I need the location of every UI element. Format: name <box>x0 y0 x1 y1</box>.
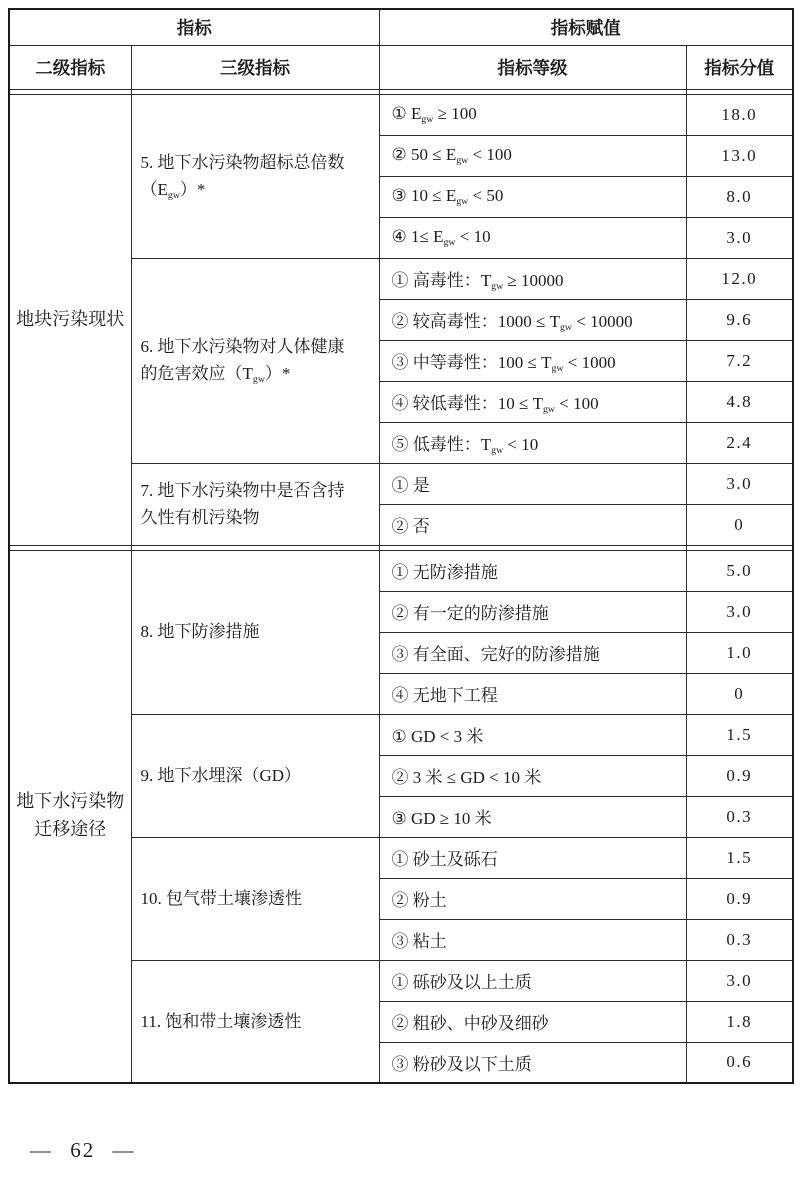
header-group-value: 指标赋值 <box>379 9 793 45</box>
grade-cell: ① 高毒性：$T_{gw} \ge 10000$ <box>379 258 686 299</box>
score-cell: 3.0 <box>686 960 793 1001</box>
score-cell: 13.0 <box>686 135 793 176</box>
grade-cell: ① 砾砂及以上土质 <box>379 960 686 1001</box>
grade-cell: ② 较高毒性：$1000 \le T_{gw} < 10000$ <box>379 299 686 340</box>
tertiary-indicator-cell: 11. 饱和带土壤渗透性 <box>131 960 379 1083</box>
score-cell: 0 <box>686 673 793 714</box>
score-cell: 0.9 <box>686 878 793 919</box>
header-group-row <box>9 9 793 45</box>
score-cell: 8.0 <box>686 176 793 217</box>
grade-cell: ② 否 <box>379 504 686 545</box>
grade-cell: ③ 有全面、完好的防渗措施 <box>379 632 686 673</box>
grade-cell: ① GD < 3 米 <box>379 714 686 755</box>
grade-cell: ④ 较低毒性：$10 \le T_{gw} < 100$ <box>379 381 686 422</box>
grade-cell: ② 有一定的防渗措施 <box>379 591 686 632</box>
tertiary-indicator-cell: 5. 地下水污染物超标总倍数 $(E_{gw})*$ <box>131 94 379 258</box>
page-number: — 62 — <box>30 1138 136 1162</box>
score-cell: 2.4 <box>686 422 793 463</box>
score-cell: 3.0 <box>686 217 793 258</box>
grade-cell: ④ 无地下工程 <box>379 673 686 714</box>
grade-cell: ② 粉土 <box>379 878 686 919</box>
score-cell: 9.6 <box>686 299 793 340</box>
score-cell: 0.6 <box>686 1042 793 1083</box>
secondary-indicator-cell: 地下水污染物 迁移途径 <box>9 550 131 1083</box>
grade-cell: ① 砂土及砾石 <box>379 837 686 878</box>
score-cell: 0.3 <box>686 796 793 837</box>
header-columns-row <box>9 45 793 89</box>
grade-cell: ③ 粉砂及以下土质 <box>379 1042 686 1083</box>
score-cell: 3.0 <box>686 591 793 632</box>
table-header <box>9 9 793 89</box>
grade-cell: ② $50 \le E_{gw} < 100$ <box>379 135 686 176</box>
score-cell: 7.2 <box>686 340 793 381</box>
grade-cell: ③ 粘土 <box>379 919 686 960</box>
table-row <box>9 94 793 135</box>
grade-cell: ① 无防渗措施 <box>379 550 686 591</box>
grade-cell: ④ $1\le E_{gw} < 10$ <box>379 217 686 258</box>
score-cell: 0.3 <box>686 919 793 960</box>
score-cell: 1.0 <box>686 632 793 673</box>
score-cell: 18.0 <box>686 94 793 135</box>
header-indicator-score: 指标分值 <box>686 45 793 89</box>
grade-cell: ① $E_{gw} \ge 100$ <box>379 94 686 135</box>
score-cell: 0.9 <box>686 755 793 796</box>
score-cell: 1.5 <box>686 714 793 755</box>
score-cell: 3.0 <box>686 463 793 504</box>
indicator-scoring-table <box>8 8 794 1084</box>
tertiary-indicator-cell: 10. 包气带土壤渗透性 <box>131 837 379 960</box>
score-cell: 0 <box>686 504 793 545</box>
tertiary-indicator-cell: 8. 地下防渗措施 <box>131 550 379 714</box>
grade-cell: ③ $10 \le E_{gw} < 50$ <box>379 176 686 217</box>
score-cell: 5.0 <box>686 550 793 591</box>
table-body <box>9 89 793 1083</box>
score-cell: 1.8 <box>686 1001 793 1042</box>
score-cell: 4.8 <box>686 381 793 422</box>
grade-cell: ② 粗砂、中砂及细砂 <box>379 1001 686 1042</box>
grade-cell: ② 3 米 ≤ GD < 10 米 <box>379 755 686 796</box>
header-indicator-grade: 指标等级 <box>379 45 686 89</box>
tertiary-indicator-cell: 9. 地下水埋深（GD） <box>131 714 379 837</box>
secondary-indicator-cell: 地块污染现状 <box>9 94 131 545</box>
grade-cell: ③ 中等毒性：$100 \le T_{gw} < 1000$ <box>379 340 686 381</box>
score-cell: 1.5 <box>686 837 793 878</box>
header-group-indicator: 指标 <box>9 9 379 45</box>
grade-cell: ⑤ 低毒性：$T_{gw} < 10$ <box>379 422 686 463</box>
tertiary-indicator-cell: 6. 地下水污染物对人体健康 的危害效应$(T_{gw})*$ <box>131 258 379 463</box>
tertiary-indicator-cell: 7. 地下水污染物中是否含持 久性有机污染物 <box>131 463 379 545</box>
grade-cell: ③ GD ≥ 10 米 <box>379 796 686 837</box>
table-row <box>9 550 793 591</box>
score-cell: 12.0 <box>686 258 793 299</box>
header-secondary-indicator: 二级指标 <box>9 45 131 89</box>
header-tertiary-indicator: 三级指标 <box>131 45 379 89</box>
grade-cell: ① 是 <box>379 463 686 504</box>
